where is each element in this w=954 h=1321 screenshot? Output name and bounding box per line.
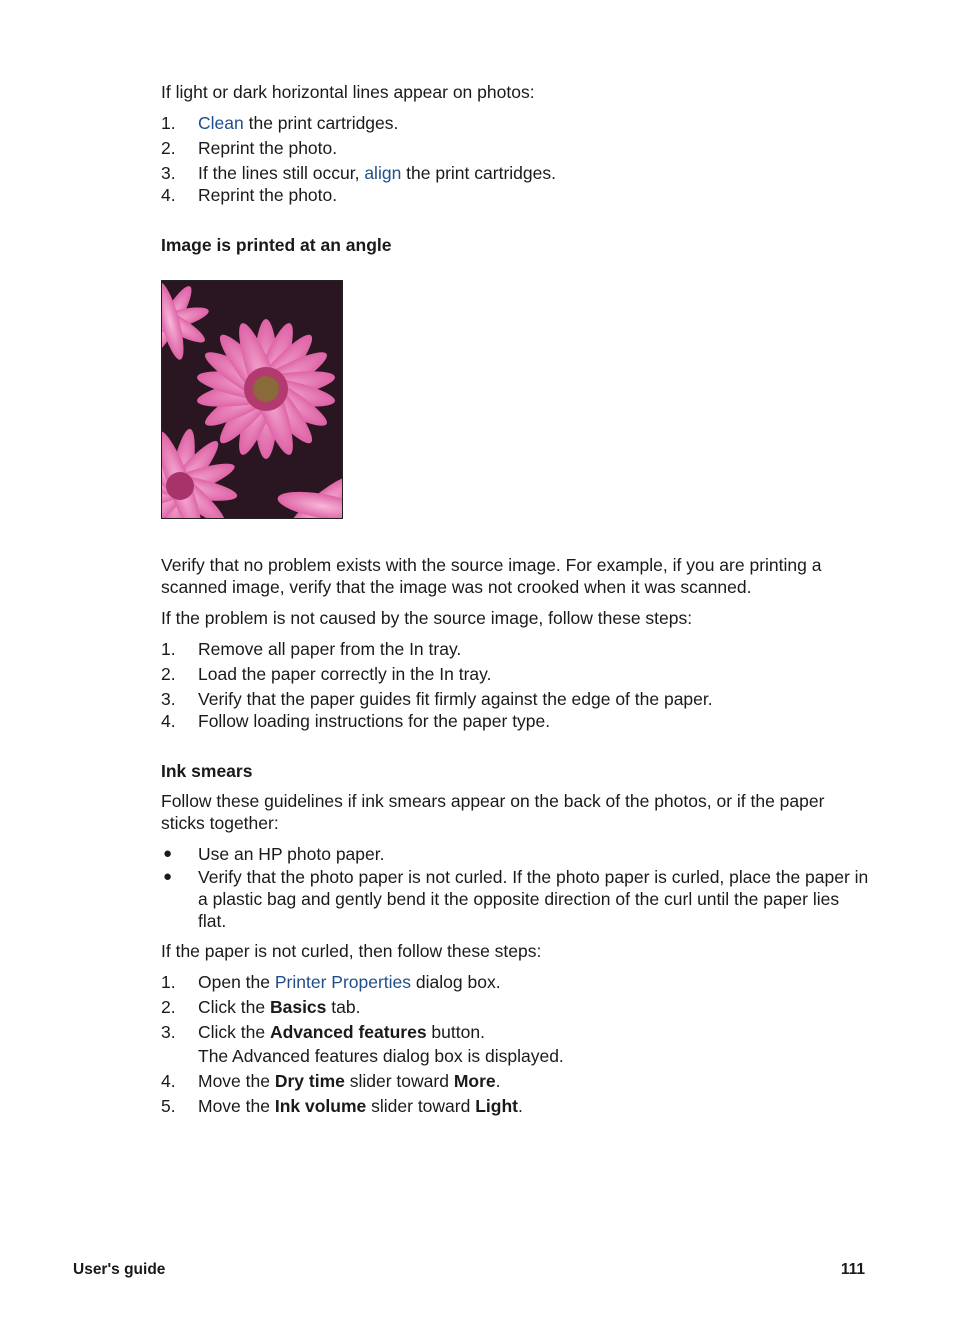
list-item: 2. Click the Basics tab. bbox=[161, 997, 361, 1017]
footer-guide-title: User's guide bbox=[73, 1261, 166, 1278]
list-item: 2. Reprint the photo. bbox=[161, 138, 338, 158]
printer-properties-link[interactable]: Printer Properties bbox=[274, 972, 412, 992]
ink-smears-intro: Follow these guidelines if ink smears appear on the back of the photos, or if the paper sticks together: bbox=[161, 791, 825, 833]
list-item: ● Verify that the photo paper is not curled. If the photo paper is curled, place the paper in a plastic bag and gently bend it the opposite direction of the curl until the paper lies flat. bbox=[163, 867, 869, 931]
bullet-icon: ● bbox=[163, 845, 173, 862]
section-heading-angle: Image is printed at an angle bbox=[161, 235, 392, 255]
page-content bbox=[161, 81, 871, 1117]
flower-image bbox=[162, 281, 342, 518]
list-item: 4. Follow loading instructions for the paper type. bbox=[161, 711, 551, 731]
section3-steps bbox=[161, 971, 871, 1117]
bullet-icon: ● bbox=[163, 868, 173, 885]
list-item: 1. Remove all paper from the In tray. bbox=[161, 639, 462, 659]
list-item: 1. Open the Printer Properties dialog box. bbox=[161, 972, 501, 992]
section1-steps bbox=[161, 112, 871, 206]
list-item: 3. If the lines still occur, align the print cartridges. bbox=[161, 163, 556, 183]
list-item: 4. Move the Dry time slider toward More. bbox=[161, 1071, 501, 1091]
section1-intro: If light or dark horizontal lines appear on photos: bbox=[161, 82, 535, 102]
list-item: 4. Reprint the photo. bbox=[161, 185, 338, 205]
list-item: 3. Verify that the paper guides fit firmly against the edge of the paper. bbox=[161, 689, 713, 709]
page-number: 111 bbox=[840, 1261, 865, 1278]
step-result-note: The Advanced features dialog box is displayed. bbox=[198, 1046, 564, 1066]
not-curled-paragraph: If the paper is not curled, then follow these steps: bbox=[161, 941, 542, 961]
list-item: ● Use an HP photo paper. bbox=[163, 844, 385, 864]
align-link[interactable]: align bbox=[364, 163, 402, 183]
list-item: 2. Load the paper correctly in the In tray. bbox=[161, 664, 492, 684]
steps-intro-paragraph: If the problem is not caused by the source image, follow these steps: bbox=[161, 608, 693, 628]
guidelines-list bbox=[161, 843, 871, 932]
list-item: 5. Move the Ink volume slider toward Light. bbox=[161, 1096, 523, 1116]
source-image-paragraph: Verify that no problem exists with the source image. For example, if you are printing a scanned image, verify that the image was not crooked when it was scanned. bbox=[161, 555, 822, 597]
list-item: 1. Clean the print cartridges. bbox=[161, 113, 399, 133]
section-heading-ink-smears: Ink smears bbox=[161, 761, 253, 781]
list-item: 3. Click the Advanced features button. The Advanced features dialog box is displayed. bbox=[161, 1021, 871, 1067]
angled-flower-photo bbox=[161, 280, 343, 519]
clean-link[interactable]: Clean bbox=[198, 113, 244, 133]
section2-steps bbox=[161, 638, 871, 732]
